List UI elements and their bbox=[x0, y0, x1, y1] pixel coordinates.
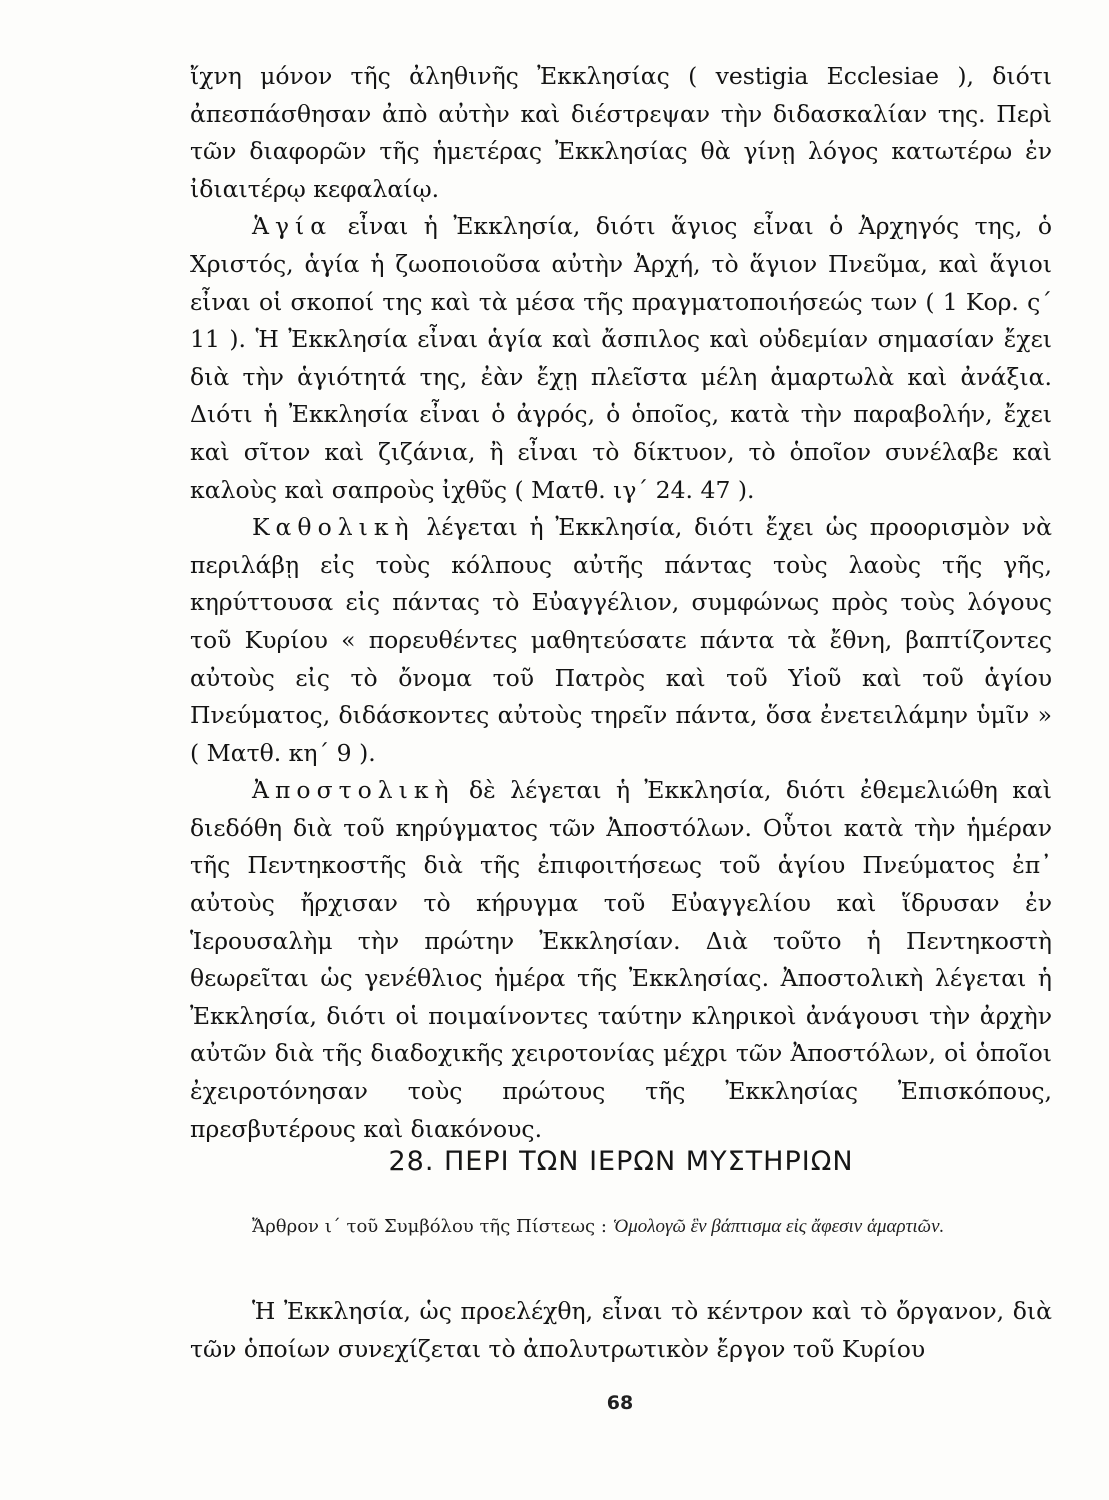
paragraph-holy-text: εἶναι ἡ Ἐκκλησία, διότι ἅγιος εἶναι ὁ Ἀρχηγός της, ὁ Χριστός, ἁγία ἡ ζωοποιοῦσα αὐτὴν Ἀρχή, τὸ ἅγιον Πνεῦμα, καὶ ἅγιοι εἶναι οἱ σκοποί της καὶ τὰ μέσα τῆς πραγματοποιήσεώς των ( 1 Κορ. ς΄ 11 ). Ἡ Ἐκκλησία εἶναι ἁγία καὶ ἄσπιλος καὶ οὐδεμίαν σημασίαν ἔχει διὰ τὴν ἁγιότητά της, ἐὰν ἔχῃ πλεῖστα μέλη ἁμαρτωλὰ καὶ ἀνάξια. Διότι ἡ Ἐκκλησία εἶναι ὁ ἀγρός, ὁ ὁποῖος, κατὰ τὴν παραβολήν, ἔχει καὶ σῖτον καὶ ζιζάνια, ἢ εἶναι τὸ δίκτυον, τὸ ὁποῖον συνέλαβε καὶ καλοὺς καὶ σαπροὺς ἰχθῦς ( Ματθ. ιγ΄ 24. 47 ). bbox=[190, 212, 1052, 504]
paragraph-apostolic bbox=[190, 772, 1052, 1148]
article-reference-prefix: Ἄρθρον ι΄ τοῦ Συμβόλου τῆς Πίστεως : bbox=[252, 1216, 607, 1237]
paragraph-vestigia: ἴχνη μόνον τῆς ἀληθινῆς Ἐκκλησίας ( vestigia Ecclesiae ), διότι ἀπεσπάσθησαν ἀπὸ αὐτὴν καὶ διέστρεψαν τὴν διδασκαλίαν της. Περὶ τῶν διαφορῶν τῆς ἡμετέρας Ἐκκλησίας θὰ γίνῃ λόγος κατωτέρω ἐν ἰδιαιτέρῳ κεφαλαίῳ. bbox=[190, 62, 1052, 203]
paragraph-catholic-text: λέγεται ἡ Ἐκκλησία, διότι ἔχει ὡς προορισμὸν νὰ περιλάβῃ εἰς τοὺς κόλπους αὐτῆς πάντας τοὺς λαοὺς τῆς γῆς, κηρύττουσα εἰς πάντας τὸ Εὐαγγέλιον, συμφώνως πρὸς τοὺς λόγους τοῦ Κυρίου « πορευθέντες μαθητεύσατε πάντα τὰ ἔθνη, βαπτίζοντες αὐτοὺς εἰς τὸ ὄνομα τοῦ Πατρὸς καὶ τοῦ Υἱοῦ καὶ τοῦ ἁγίου Πνεύματος, διδάσκοντες αὐτοὺς τηρεῖν πάντα, ὅσα ἐνετειλάμην ὑμῖν » ( Ματθ. κη΄ 9 ). bbox=[190, 513, 1052, 767]
article-reference-quote: Ὁμολογῶ ἓν βάπτισμα εἰς ἄφεσιν ἁμαρτιῶν. bbox=[612, 1216, 945, 1237]
paragraph-holy bbox=[190, 208, 1052, 509]
page-number: 68 bbox=[606, 1392, 634, 1414]
section-heading: 28. ΠΕΡΙ ΤΩΝ ΙΕΡΩΝ ΜΥΣΤΗΡΙΩΝ bbox=[388, 1146, 854, 1177]
body-text bbox=[190, 58, 1052, 1148]
emphasis-term-apostolic: Ἀποστολικὴ bbox=[252, 776, 455, 805]
paragraph-catholic bbox=[190, 509, 1052, 772]
emphasis-term-holy: Ἁγία bbox=[252, 212, 333, 241]
paragraph-apostolic-text: δὲ λέγεται ἡ Ἐκκλησία, διότι ἐθεμελιώθη καὶ διεδόθη διὰ τοῦ κηρύγματος τῶν Ἀποστόλων. Οὗτοι κατὰ τὴν ἡμέραν τῆς Πεντηκοστῆς διὰ τῆς ἐπιφοιτήσεως τοῦ ἁγίου Πνεύματος ἐπ᾽ αὐτοὺς ἤρχισαν τὸ κήρυγμα τοῦ Εὐαγγελίου καὶ ἵδρυσαν ἐν Ἱερουσαλὴμ τὴν πρώτην Ἐκκλησίαν. Διὰ τοῦτο ἡ Πεντηκοστὴ θεωρεῖται ὡς γενέθλιος ἡμέρα τῆς Ἐκκλησίας. Ἀποστολικὴ λέγεται ἡ Ἐκκλησία, διότι οἱ ποιμαίνοντες ταύτην κληρικοὶ ἀνάγουσι τὴν ἀρχὴν αὐτῶν διὰ τῆς διαδοχικῆς χειροτονίας μέχρι τῶν Ἀποστόλων, οἱ ὁποῖοι ἐχειροτόνησαν τοὺς πρώτους τῆς Ἐκκλησίας Ἐπισκόπους, πρεσβυτέρους καὶ διακόνους. bbox=[190, 776, 1052, 1143]
closing-paragraph: Ἡ Ἐκκλησία, ὡς προελέχθη, εἶναι τὸ κέντρον καὶ τὸ ὄργανον, διὰ τῶν ὁποίων συνεχίζεται τὸ ἀπολυτρωτικὸν ἔργον τοῦ Κυρίου bbox=[190, 1297, 1052, 1363]
emphasis-term-catholic: Καθολικὴ bbox=[252, 513, 415, 542]
creed-article-reference bbox=[190, 1213, 1052, 1240]
